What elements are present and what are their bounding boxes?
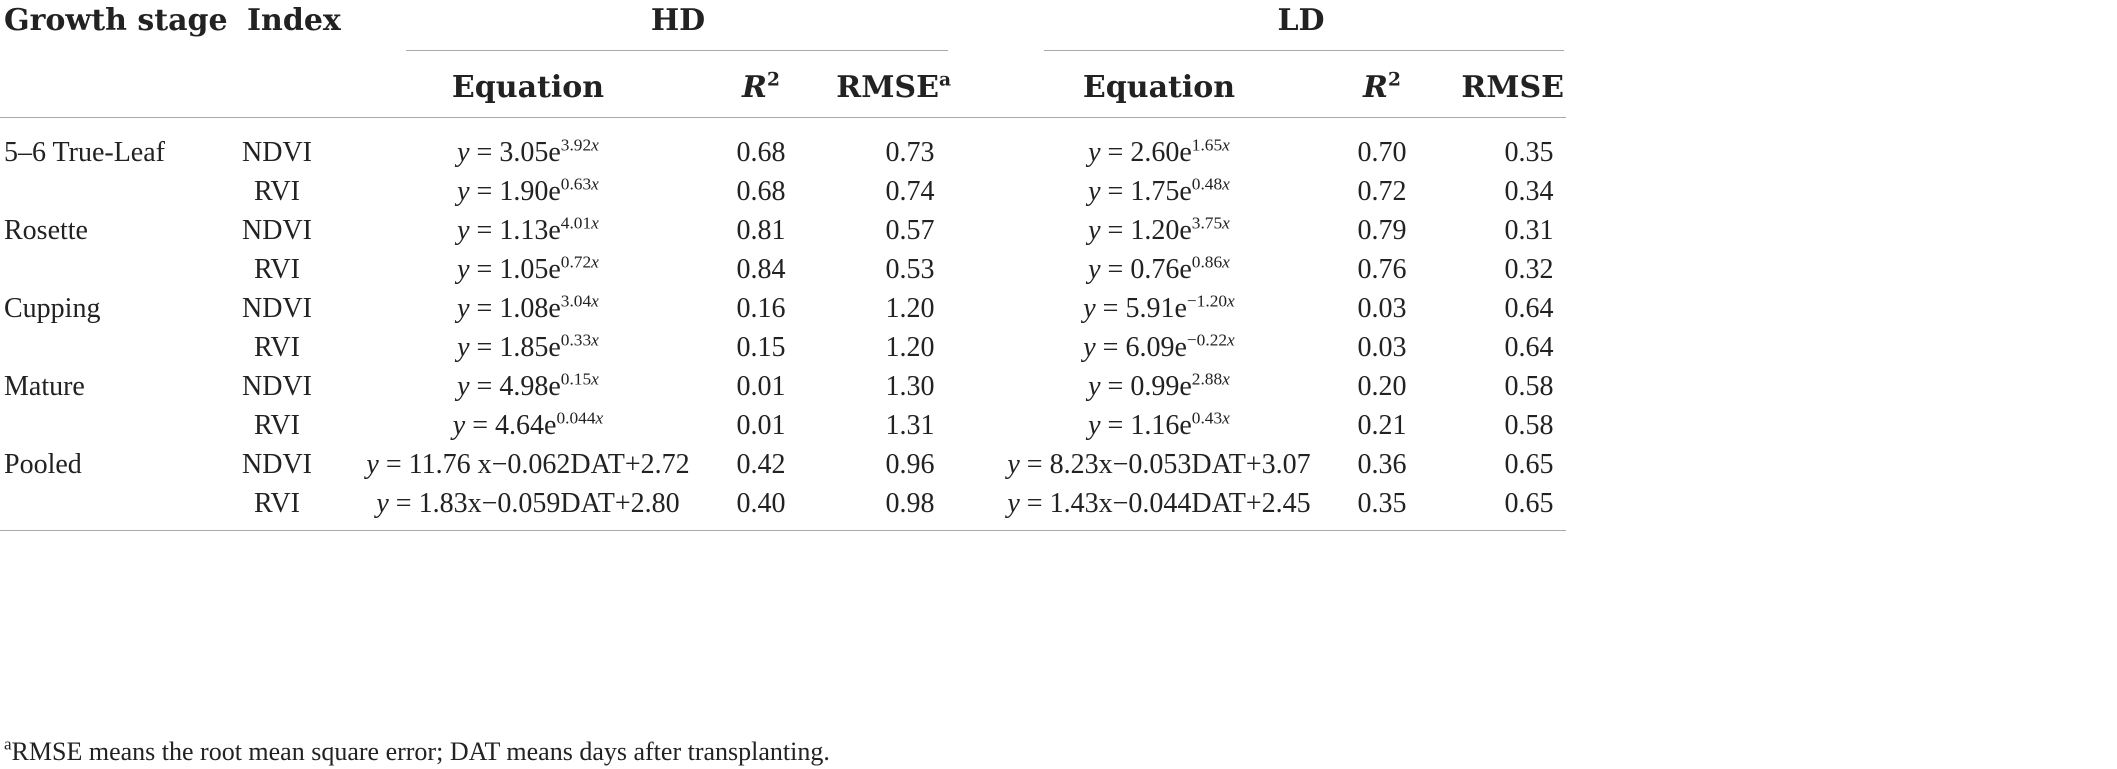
hd-equation-cell: $y = 3.05e^{3.92x}$ (457, 135, 599, 168)
hd-rmse-cell: 0.57 (885, 215, 935, 246)
ld-equation-cell: $y = 1.20e^{3.75x}$ (1088, 213, 1230, 246)
ld-r2-header: $R^2$ (1363, 69, 1401, 105)
ld-equation-cell: $y = 1.75e^{0.48x}$ (1088, 174, 1230, 207)
ld-rmse-cell: 0.64 (1504, 293, 1554, 324)
ld-equation-cell: y = 8.23x−0.053DAT+3.07 (1007, 449, 1311, 480)
ld-r2-cell: 0.70 (1357, 137, 1407, 168)
growth-stage-cell: Cupping (4, 293, 101, 324)
hd-rmse-cell: 0.53 (885, 254, 935, 285)
growth-stage-cell: Rosette (4, 215, 88, 246)
ld-r2-cell: 0.21 (1357, 410, 1407, 441)
ld-rmse-cell: 0.31 (1504, 215, 1554, 246)
ld-equation-cell: $y = 2.60e^{1.65x}$ (1088, 135, 1230, 168)
index-cell: RVI (254, 254, 300, 285)
hd-equation-cell: y = 11.76 x−0.062DAT+2.72 (366, 449, 690, 480)
ld-equation-cell: $y = 6.09e^{-0.22x}$ (1083, 330, 1235, 363)
hd-equation-cell: $y = 1.85e^{0.33x}$ (457, 330, 599, 363)
index-cell: NDVI (242, 137, 312, 168)
hd-group-rule (406, 50, 948, 51)
header-bottom-rule (0, 117, 1566, 118)
ld-r2-cell: 0.36 (1357, 449, 1407, 480)
ld-r2-cell: 0.35 (1357, 488, 1407, 519)
ld-rmse-cell: 0.58 (1504, 371, 1554, 402)
ld-rmse-cell: 0.58 (1504, 410, 1554, 441)
hd-r2-cell: 0.40 (736, 488, 786, 519)
hd-rmse-cell: 0.96 (885, 449, 935, 480)
growth-stage-cell: Mature (4, 371, 85, 402)
hd-r2-cell: 0.68 (736, 176, 786, 207)
index-cell: RVI (254, 410, 300, 441)
index-cell: RVI (254, 332, 300, 363)
hd-group-header: HD (650, 3, 706, 38)
ld-equation-cell: $y = 0.99e^{2.88x}$ (1088, 369, 1230, 402)
hd-equation-cell: $y = 4.98e^{0.15x}$ (457, 369, 599, 402)
index-cell: NDVI (242, 449, 312, 480)
ld-group-header: LD (1277, 3, 1325, 38)
growth-stage-header: Growth stage (4, 3, 228, 38)
hd-r2-cell: 0.15 (736, 332, 786, 363)
ld-rmse-cell: 0.65 (1504, 488, 1554, 519)
ld-equation-cell: $y = 0.76e^{0.86x}$ (1088, 252, 1230, 285)
ld-rmse-cell: 0.32 (1504, 254, 1554, 285)
ld-rmse-cell: 0.34 (1504, 176, 1554, 207)
hd-rmse-cell: 1.20 (885, 293, 935, 324)
hd-equation-cell: $y = 1.05e^{0.72x}$ (457, 252, 599, 285)
ld-rmse-cell: 0.64 (1504, 332, 1554, 363)
ld-rmse-cell: 0.35 (1504, 137, 1554, 168)
ld-equation-header: Equation (1082, 70, 1236, 105)
ld-r2-cell: 0.72 (1357, 176, 1407, 207)
ld-r2-cell: 0.03 (1357, 293, 1407, 324)
hd-rmse-cell: 0.74 (885, 176, 935, 207)
hd-r2-header: $R^2$ (742, 69, 780, 105)
hd-rmse-cell: 0.73 (885, 137, 935, 168)
ld-r2-cell: 0.76 (1357, 254, 1407, 285)
ld-r2-cell: 0.79 (1357, 215, 1407, 246)
hd-equation-cell: $y = 4.64e^{0.044x}$ (452, 408, 604, 441)
ld-group-rule (1044, 50, 1564, 51)
ld-equation-cell: y = 1.43x−0.044DAT+2.45 (1007, 488, 1311, 519)
ld-r2-cell: 0.20 (1357, 371, 1407, 402)
hd-r2-cell: 0.01 (736, 410, 786, 441)
ld-rmse-cell: 0.65 (1504, 449, 1554, 480)
ld-equation-cell: $y = 5.91e^{-1.20x}$ (1083, 291, 1235, 324)
index-header: Index (247, 3, 341, 38)
hd-equation-cell: $y = 1.90e^{0.63x}$ (457, 174, 599, 207)
table-bottom-rule (0, 530, 1566, 531)
hd-rmse-cell: 1.31 (885, 410, 935, 441)
hd-equation-cell: $y = 1.08e^{3.04x}$ (457, 291, 599, 324)
ld-r2-cell: 0.03 (1357, 332, 1407, 363)
ld-rmse-header: RMSE (1461, 70, 1564, 105)
footnote: $^a$RMSE means the root mean square error; DAT means days after transplanting. (4, 734, 830, 766)
hd-equation-cell: $y = 1.13e^{4.01x}$ (457, 213, 599, 246)
growth-stage-cell: Pooled (4, 449, 82, 480)
hd-r2-cell: 0.81 (736, 215, 786, 246)
index-cell: RVI (254, 488, 300, 519)
hd-equation-header: Equation (451, 70, 605, 105)
hd-rmse-cell: 0.98 (885, 488, 935, 519)
hd-r2-cell: 0.42 (736, 449, 786, 480)
index-cell: NDVI (242, 215, 312, 246)
index-cell: RVI (254, 176, 300, 207)
index-cell: NDVI (242, 293, 312, 324)
ld-equation-cell: $y = 1.16e^{0.43x}$ (1088, 408, 1230, 441)
hd-rmse-cell: 1.30 (885, 371, 935, 402)
hd-rmse-header: RMSE$^a$ (836, 69, 951, 105)
hd-r2-cell: 0.84 (736, 254, 786, 285)
index-cell: NDVI (242, 371, 312, 402)
hd-rmse-cell: 1.20 (885, 332, 935, 363)
hd-r2-cell: 0.01 (736, 371, 786, 402)
growth-stage-cell: 5–6 True-Leaf (4, 137, 165, 168)
hd-r2-cell: 0.68 (736, 137, 786, 168)
hd-r2-cell: 0.16 (736, 293, 786, 324)
hd-equation-cell: y = 1.83x−0.059DAT+2.80 (376, 488, 680, 519)
